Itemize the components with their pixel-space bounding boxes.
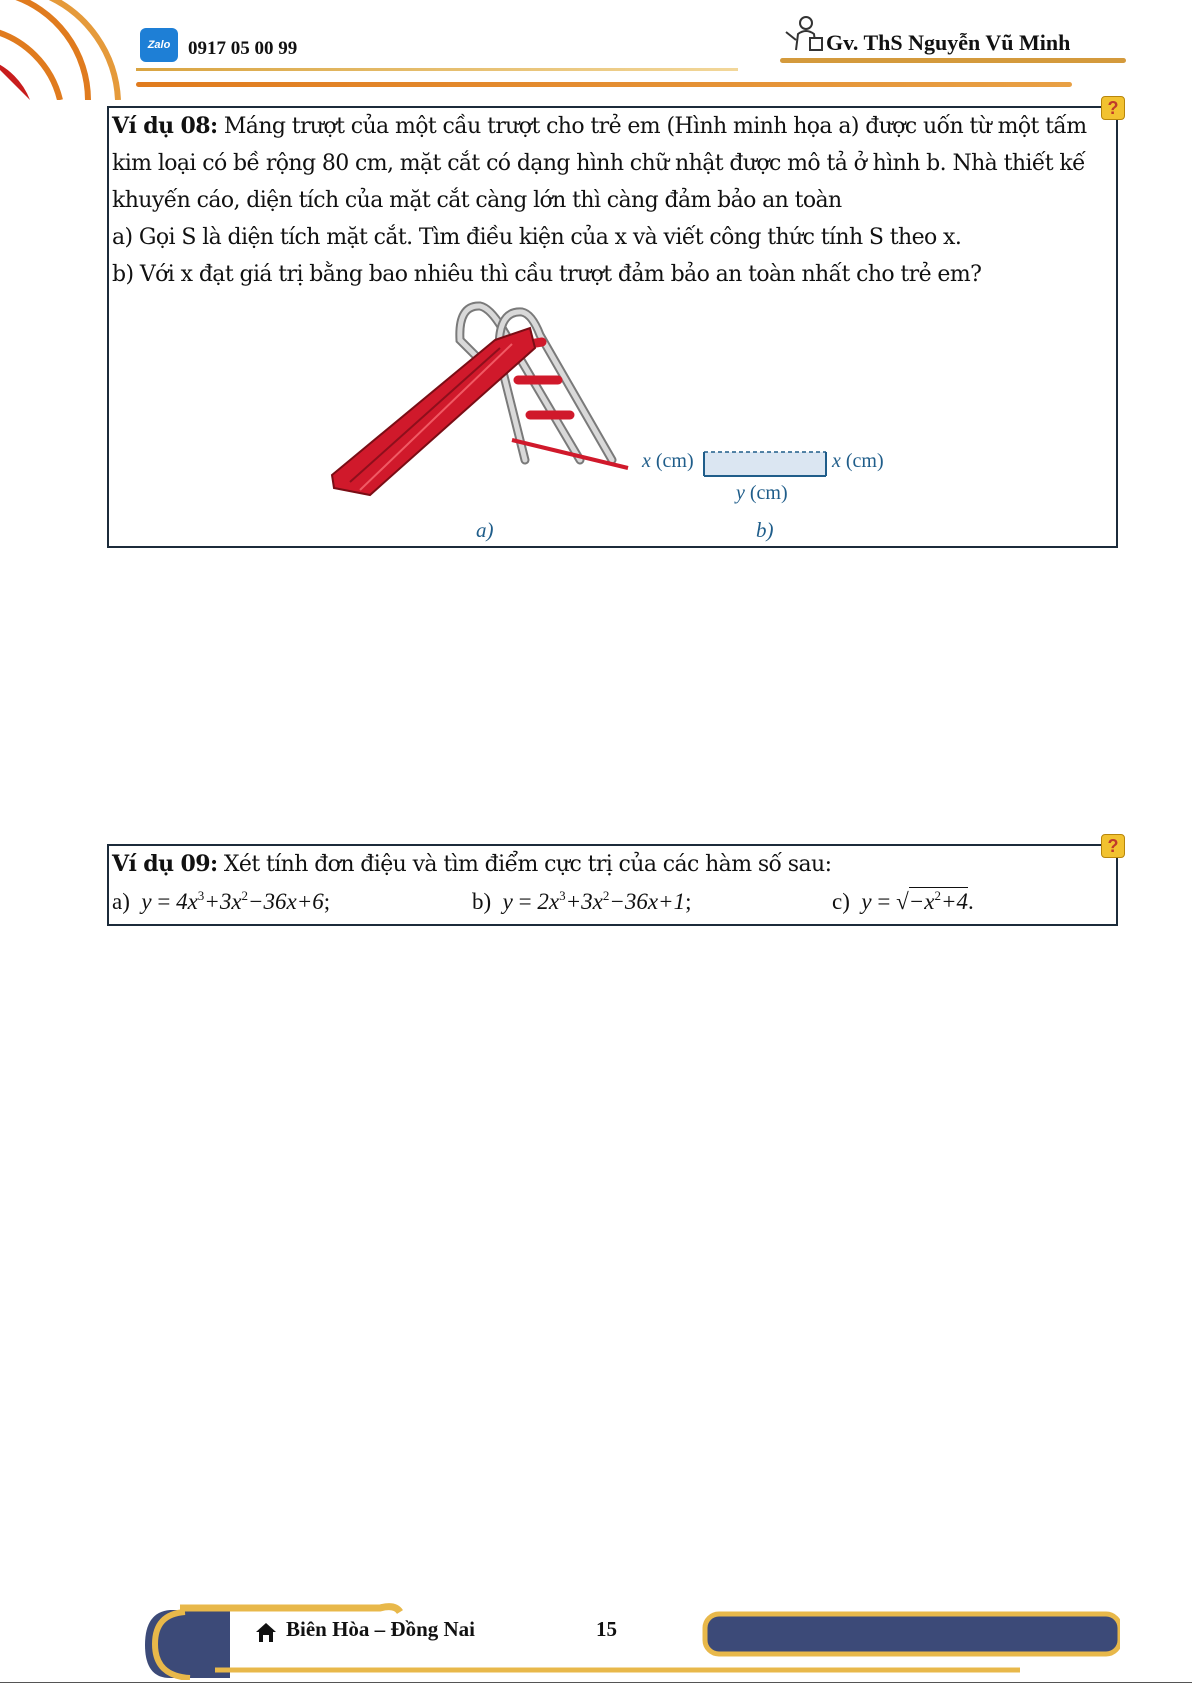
function-b-end: ; — [685, 889, 692, 914]
function-a: a) $y = 4x^3+3x^2-36x+6$; — [112, 888, 331, 914]
function-b-exp-2: 2 — [602, 888, 610, 903]
figure-caption-a: a) — [476, 518, 494, 542]
figure-caption-b: b) — [756, 518, 774, 542]
example-09-prompt — [112, 846, 831, 883]
home-icon — [254, 1621, 278, 1643]
function-a-lhs: y — [141, 889, 152, 914]
function-a-term-3: −36x+6 — [248, 889, 324, 914]
function-a-term-1: 4x — [176, 889, 198, 914]
example-08-question-a: a) Gọi S là diện tích mặt cắt. Tìm điều kiện của x và viết công thức tính S theo x. — [112, 225, 962, 250]
function-a-exp-2: 2 — [241, 888, 249, 903]
page-number: 15 — [596, 1617, 617, 1641]
function-c-radicand-1: −x — [908, 889, 935, 914]
function-a-exp-1: 3 — [197, 888, 205, 903]
corner-arcs-decoration — [0, 0, 130, 100]
phone-number: 0917 05 00 99 — [188, 38, 298, 59]
bottom-dimension-unit: (cm) — [749, 482, 788, 504]
bottom-dimension-label — [736, 482, 788, 505]
function-a-term-2: +3x — [204, 889, 242, 914]
right-dimension-var: x — [832, 450, 841, 472]
example-08-line-2: kim loại có bề rộng 80 cm, mặt cắt có dạng hình chữ nhật được mô tả ở hình b. Nhà thiết kế — [112, 151, 1086, 176]
header-divider-left — [136, 68, 738, 71]
right-dimension-label — [832, 450, 884, 473]
example-08-line-1 — [112, 108, 1087, 145]
function-b-exp-1: 3 — [559, 888, 566, 903]
left-dimension-unit: (cm) — [655, 450, 694, 472]
sqrt-radical-icon: √ — [896, 889, 909, 914]
function-b: b) $y = 2x^3+3x^2-36x+1$; — [472, 888, 692, 914]
example-08-text-1: Máng trượt của một cầu trượt cho trẻ em (Hình minh họa a) được uốn từ một tấm — [223, 114, 1087, 139]
example-09-label: Ví dụ 09: — [112, 851, 218, 877]
function-a-end: ; — [323, 889, 331, 914]
question-badge-icon: ? — [1101, 96, 1125, 120]
function-b-term-1: 2x — [537, 889, 560, 914]
header-divider-right — [780, 58, 1126, 63]
teacher-icon — [784, 14, 824, 54]
footer-location: Biên Hòa – Đồng Nai — [286, 1617, 476, 1641]
page-bottom-rule — [0, 1682, 1192, 1683]
function-c-label: c) — [832, 889, 850, 914]
example-08-question-b: b) Với x đạt giá trị bằng bao nhiêu thì cầu trượt đảm bảo an toàn nhất cho trẻ em? — [112, 262, 982, 287]
function-b-term-3: −36x+1 — [609, 889, 686, 914]
example-08-line-3: khuyến cáo, diện tích của mặt cắt càng lớn thì càng đảm bảo an toàn — [112, 188, 842, 213]
question-badge-icon: ? — [1101, 834, 1125, 858]
left-dimension-var: x — [642, 450, 651, 472]
function-b-term-2: +3x — [565, 889, 603, 914]
function-b-lhs: y — [502, 889, 513, 914]
slide-illustration — [330, 300, 640, 505]
sqrt-radicand — [909, 887, 968, 914]
function-b-label: b) — [472, 889, 492, 914]
function-c: c) $y = √-x^2+4$. — [832, 888, 974, 914]
right-dimension-unit: (cm) — [845, 450, 884, 472]
function-c-lhs: y — [861, 889, 872, 914]
function-c-end: . — [967, 889, 974, 914]
header-divider-main — [136, 82, 1072, 87]
example-09-text: Xét tính đơn điệu và tìm điểm cực trị của các hàm số sau: — [223, 852, 832, 877]
example-08-label: Ví dụ 08: — [112, 113, 218, 139]
zalo-icon: Zalo — [140, 28, 178, 62]
bottom-dimension-var: y — [736, 482, 745, 504]
teacher-name: Gv. ThS Nguyễn Vũ Minh — [826, 30, 1071, 55]
cross-section-rectangle — [700, 448, 830, 480]
function-c-radicand-2: +4 — [940, 889, 968, 914]
function-a-label: a) — [112, 889, 130, 914]
function-c-exp: 2 — [934, 888, 941, 903]
left-dimension-label — [642, 450, 694, 473]
